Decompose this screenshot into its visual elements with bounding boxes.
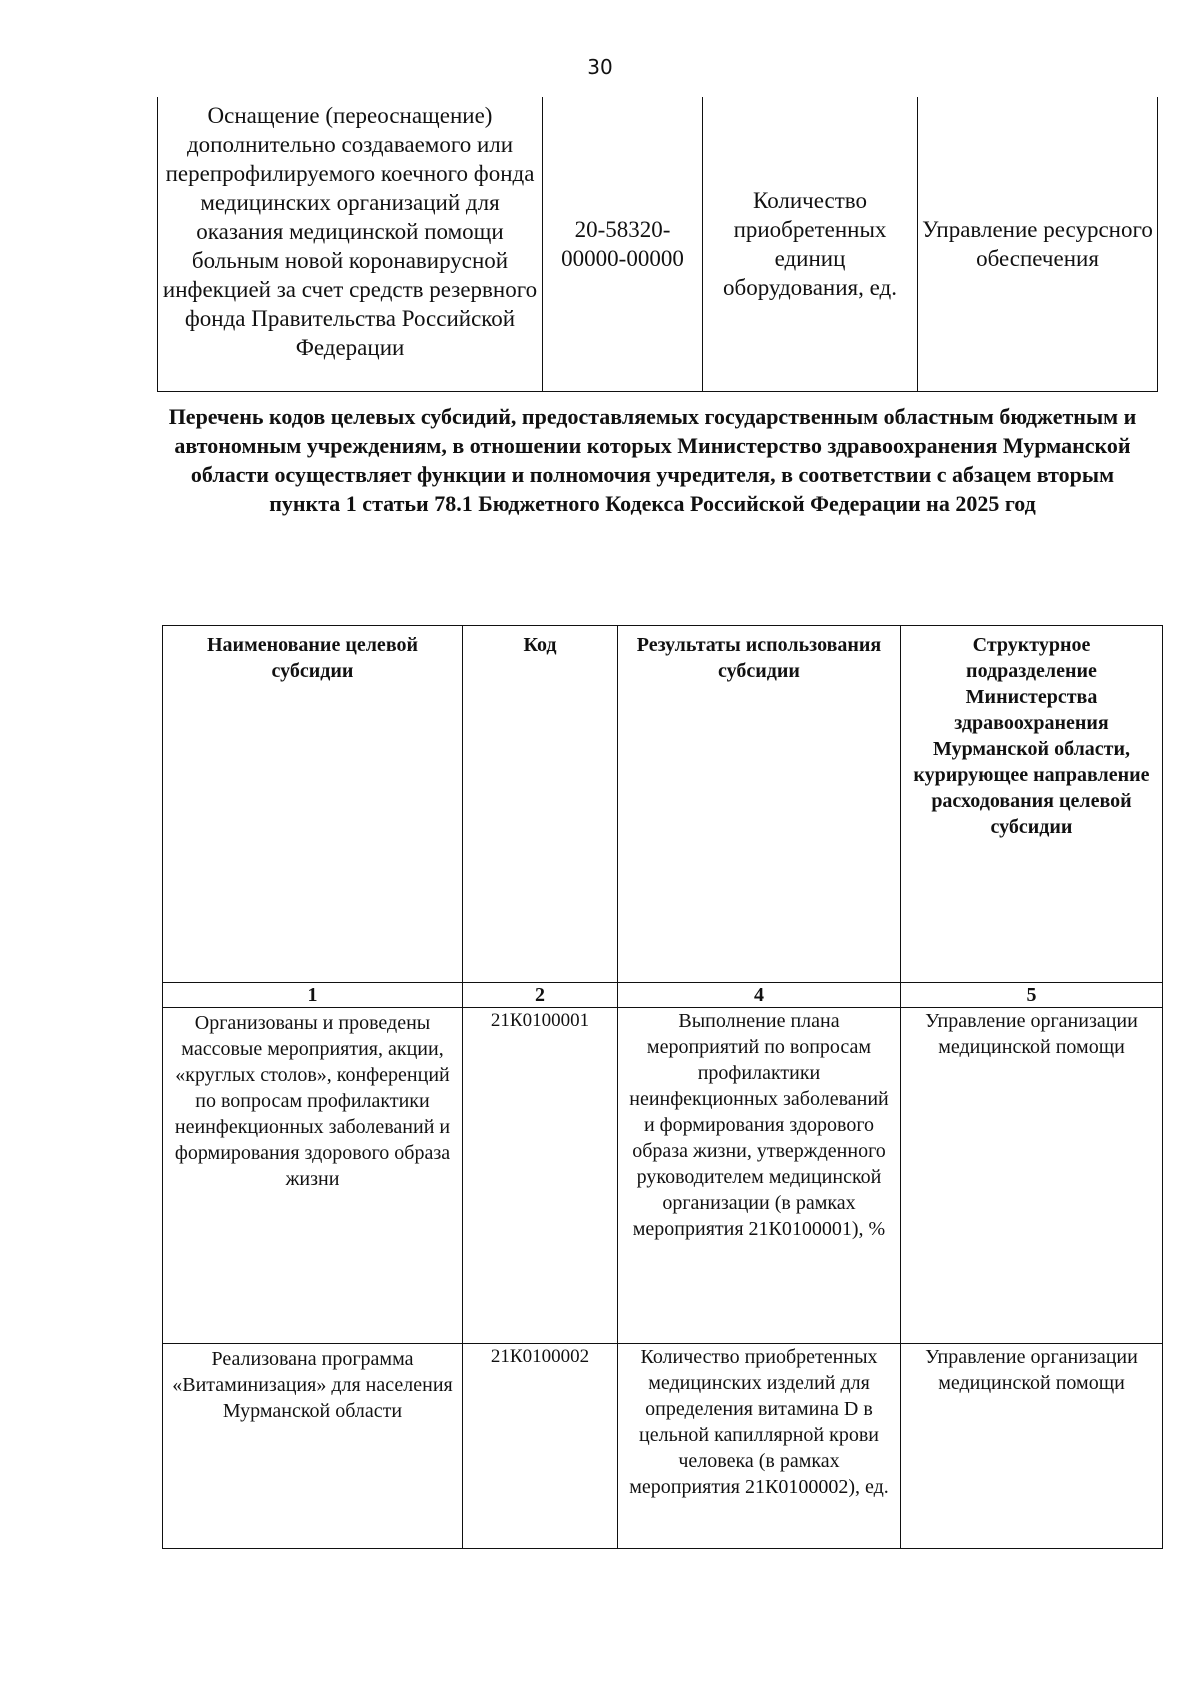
cell-result: Количество приобретенных единиц оборудования, ед. — [703, 97, 918, 392]
cell-subsidy-name: Оснащение (переоснащение) дополнительно создаваемого или перепрофилируемого коечного фонда медицинских организаций для оказания медицинской помощи больным новой коронавирусной инфекцией за счет средств резервного фонда Правительства Российской Федерации — [158, 97, 543, 392]
top-table — [157, 97, 1158, 392]
table-row — [158, 97, 1158, 392]
table-row — [163, 1344, 1163, 1549]
cell-subsidy-name: Организованы и проведены массовые мероприятия, акции, «круглых столов», конференций по вопросам профилактики неинфекционных заболеваний и формирования здорового образа жизни — [163, 1008, 463, 1344]
column-number: 4 — [618, 983, 901, 1008]
table-header-row — [163, 626, 1163, 983]
section-heading: Перечень кодов целевых субсидий, предоставляемых государственным областным бюджетным и автономным учреждениям, в отношении которых Министерство здравоохранения Мурманской области осуществляет функции и полномочия учредителя, в соответствии с абзацем вторым пункта 1 статьи 78.1 Бюджетного Кодекса Российской Федерации на 2025 год — [168, 404, 1137, 516]
header-code: Код — [463, 626, 618, 983]
header-department: Структурное подразделение Министерства здравоохранения Мурманской области, курирующее направление расходования целевой субсидии — [901, 626, 1163, 983]
table-row — [163, 1008, 1163, 1344]
cell-code: 21К0100001 — [463, 1008, 618, 1344]
column-number: 5 — [901, 983, 1163, 1008]
page-number: 30 — [587, 55, 613, 79]
header-subsidy-name: Наименование целевой субсидии — [163, 626, 463, 983]
column-numbers-row — [163, 983, 1163, 1008]
cell-department: Управление организации медицинской помощи — [901, 1344, 1163, 1549]
cell-result: Выполнение плана мероприятий по вопросам профилактики неинфекционных заболеваний и формирования здорового образа жизни, утвержденного руководителем медицинской организации (в рамках мероприятия 21К0100001), % — [618, 1008, 901, 1344]
header-results: Результаты использования субсидии — [618, 626, 901, 983]
cell-department: Управление организации медицинской помощи — [901, 1008, 1163, 1344]
code-line-2: 00000-00000 — [561, 246, 684, 271]
cell-subsidy-name: Реализована программа «Витаминизация» для населения Мурманской области — [163, 1344, 463, 1549]
code-line-1: 20-58320- — [574, 217, 671, 242]
column-number: 1 — [163, 983, 463, 1008]
subsidy-codes-table — [162, 625, 1163, 1549]
cell-code: 21К0100002 — [463, 1344, 618, 1549]
cell-department: Управление ресурсного обеспечения — [918, 97, 1158, 392]
cell-result: Количество приобретенных медицинских изделий для определения витамина D в цельной капиллярной крови человека (в рамках мероприятия 21К0100002), ед. — [618, 1344, 901, 1549]
column-number: 2 — [463, 983, 618, 1008]
cell-code — [543, 97, 703, 392]
